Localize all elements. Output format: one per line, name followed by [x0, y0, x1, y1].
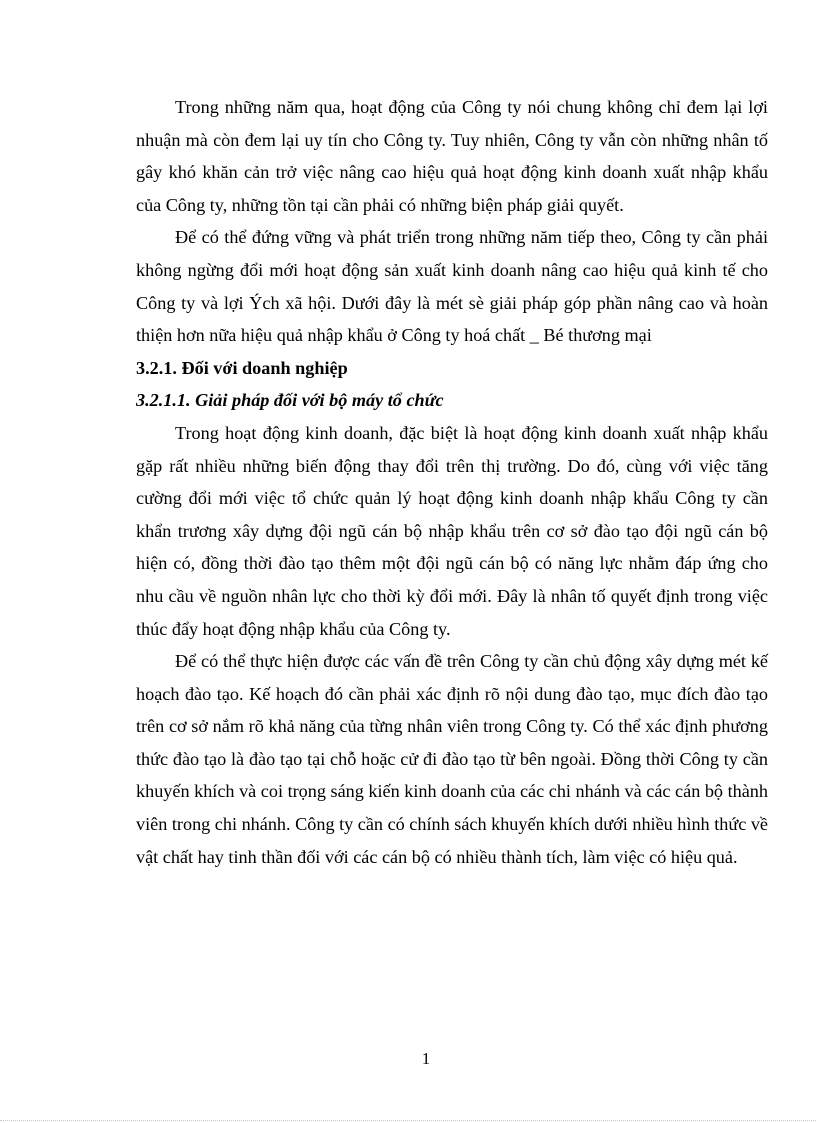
intro-paragraph-1: Trong những năm qua, hoạt động của Công ty nói chung không chỉ đem lại lợi nhuận mà còn đem lại uy tín cho Công ty. Tuy nhiên, Công ty vẫn còn những nhân tố gây khó khăn cản trở việc nâng cao hiệu quả hoạt động kinh doanh xuất nhập khẩu của Công ty, những tồn tại cần phải có những biện pháp giải quyết.: [136, 97, 768, 215]
section-heading: 3.2.1. Đối với doanh nghiệp: [136, 357, 348, 378]
section-paragraph-2: Để có thể thực hiện được các vấn đề trên Công ty cần chủ động xây dựng mét kế hoạch đào tạo. Kế hoạch đó cần phải xác định rõ nội dung đào tạo, mục đích đào tạo trên cơ sở nắm rõ khả năng của từng nhân viên trong Công ty. Có thể xác định phương thức đào tạo là đào tạo tại chỗ hoặc cử đi đào tạo từ bên ngoài. Đồng thời Công ty cần khuyến khích và coi trọng sáng kiến kinh doanh của các chi nhánh và các cán bộ thành viên trong chi nhánh. Công ty cần có chính sách khuyến khích dưới nhiều hình thức về vật chất hay tinh thần đối với các cán bộ có nhiều thành tích, làm việc có hiệu quả.: [136, 651, 768, 867]
section-paragraph-1: Trong hoạt động kinh doanh, đặc biệt là hoạt động kinh doanh xuất nhập khẩu gặp rất nhiều những biến động thay đổi trên thị trường. Do đó, cùng với việc tăng cường đổi mới việc tổ chức quản lý hoạt động kinh doanh nhập khẩu Công ty cần khẩn trương xây dựng đội ngũ cán bộ nhập khẩu trên cơ sở đào tạo đội ngũ cán bộ hiện có, đồng thời đào tạo thêm một đội ngũ cán bộ có năng lực nhằm đáp ứng cho nhu cầu về nguồn nhân lực cho thời kỳ đổi mới. Đây là nhân tố quyết định trong việc thúc đẩy hoạt động nhập khẩu của Công ty.: [136, 422, 768, 639]
page-number: 1: [421, 1049, 431, 1068]
page-content: [136, 91, 768, 873]
page-bottom-border: [0, 1120, 816, 1121]
intro-paragraph-2: Để có thể đứng vững và phát triển trong những năm tiếp theo, Công ty cần phải không ngừng đổi mới hoạt động sản xuất kinh doanh nâng cao hiệu quả kinh tế cho Công ty và lợi Ých xã hội. Dưới đây là mét sè giải pháp góp phần nâng cao và hoàn thiện hơn nữa hiệu quả nhập khẩu ở Công ty hoá chất _ Bé thương mại: [136, 227, 768, 346]
subsection-heading: 3.2.1.1. Giải pháp đối với bộ máy tổ chức: [136, 390, 444, 411]
